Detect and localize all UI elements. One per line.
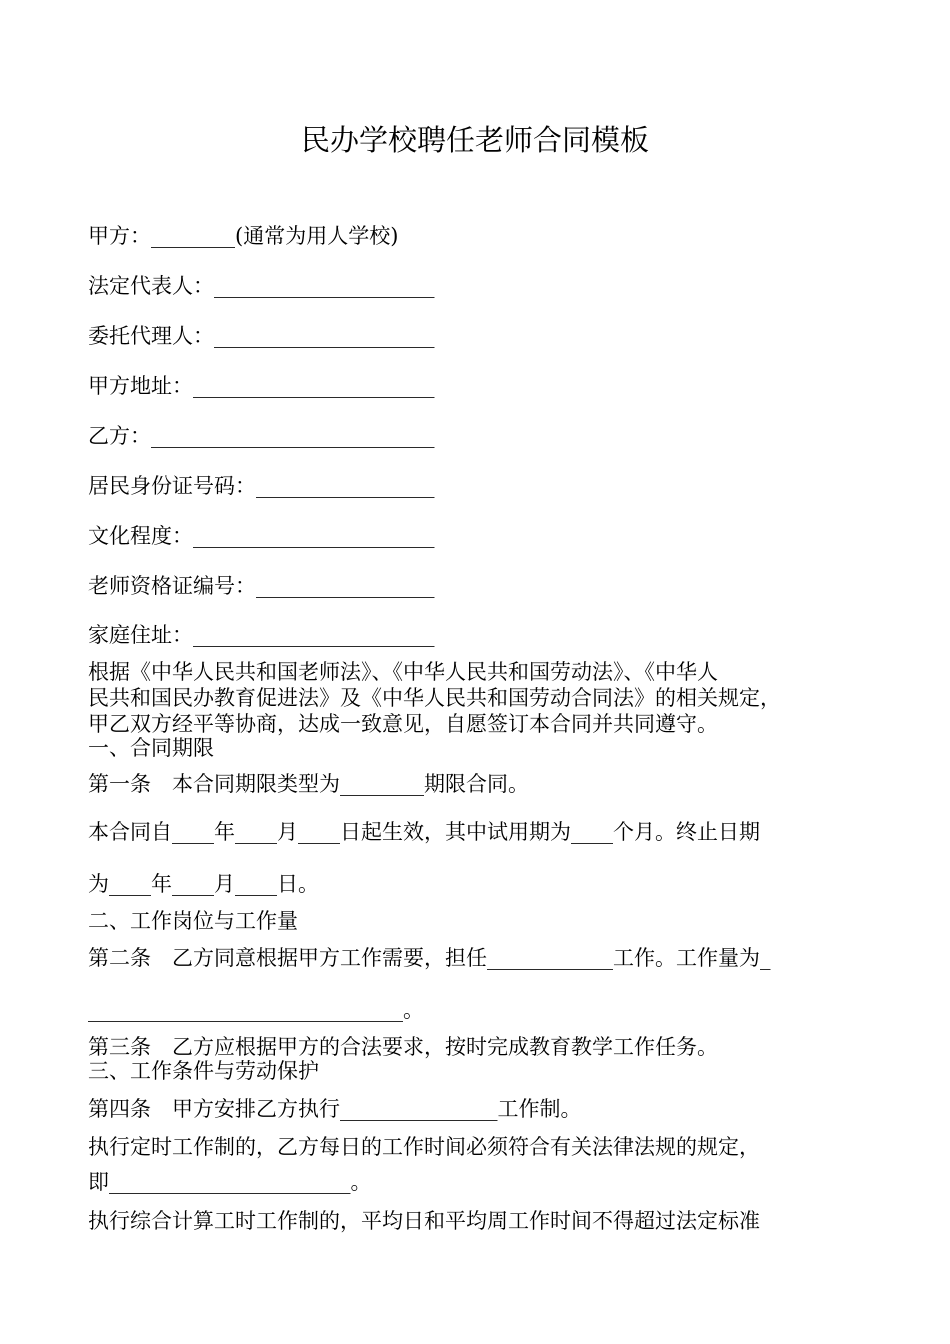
section-heading-term: 一、合同期限 [88,736,214,760]
preamble-line: 民共和国民办教育促进法》及《中华人民共和国劳动合同法》的相关规定， [88,686,781,710]
article-1: 第一条 本合同期限类型为________期限合同。 [88,772,529,796]
section-heading-position: 二、工作岗位与工作量 [88,909,298,933]
authorized-agent-field: 委托代理人：_____________________ [88,324,435,348]
preamble-paragraph [88,659,878,737]
document-title: 民办学校聘任老师合同模板 [300,123,649,157]
education-level-field: 文化程度：_______________________ [88,524,435,548]
teacher-certificate-field: 老师资格证编号：_________________ [88,574,435,598]
fixed-hours-line-1: 执行定时工作制的，乙方每日的工作时间必须符合有关法律法规的规定， [88,1135,760,1159]
home-address-field: 家庭住址：_______________________ [88,623,435,647]
preamble-line: 甲乙双方经平等协商，达成一致意见，自愿签订本合同并共同遵守。 [88,712,718,736]
fixed-hours-line-2: 即_______________________。 [88,1170,372,1194]
term-line-2: 为____年____月____日。 [88,872,319,896]
preamble-line: 根据《中华人民共和国老师法》、《中华人民共和国劳动法》、《中华人 [88,660,718,684]
term-line-1: 本合同自____年____月____日起生效，其中试用期为____个月。终止日期 [88,820,760,844]
party-a-field: 甲方：________(通常为用人学校) [88,224,399,248]
section-heading-conditions: 三、工作条件与劳动保护 [88,1059,319,1083]
article-2-line-2: ______________________________。 [88,998,424,1022]
article-2-line-1: 第二条 乙方同意根据甲方工作需要，担任____________工作。工作量为_ [88,946,771,970]
article-3: 第三条 乙方应根据甲方的合法要求，按时完成教育教学工作任务。 [88,1035,718,1059]
comprehensive-hours-line: 执行综合计算工时工作制的，平均日和平均周工作时间不得超过法定标准 [88,1209,760,1233]
article-4: 第四条 甲方安排乙方执行_______________工作制。 [88,1097,582,1121]
party-b-field: 乙方：___________________________ [88,424,435,448]
legal-representative-field: 法定代表人：_____________________ [88,274,435,298]
party-a-address-field: 甲方地址：_______________________ [88,374,435,398]
id-number-field: 居民身份证号码：_________________ [88,474,435,498]
